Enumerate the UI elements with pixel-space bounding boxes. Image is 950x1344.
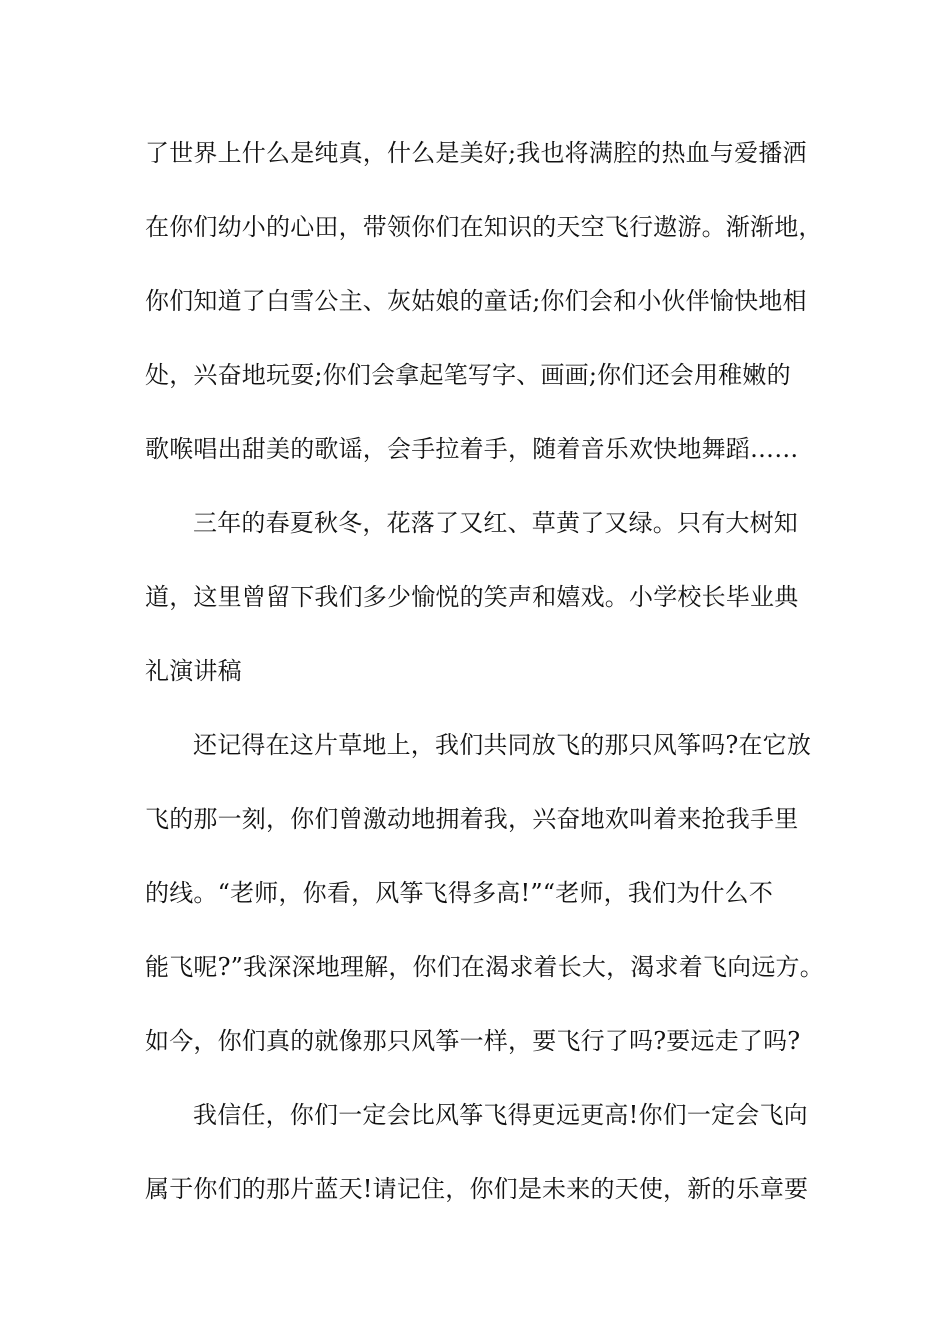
text-line-8: 礼演讲稿 [145,657,242,685]
text-line-11: 的线。“老师，你看，风筝飞得多高!”“老师，我们为什么不 [145,879,774,907]
text-line-3: 你们知道了白雪公主、灰姑娘的童话;你们会和小伙伴愉快地相 [145,287,807,315]
text-line-15: 属于你们的那片蓝天!请记住，你们是未来的天使，新的乐章要 [145,1175,809,1203]
text-line-12: 能飞呢?”我深深地理解，你们在渴求着长大，渴求着飞向远方。 [145,953,824,981]
text-line-1: 了世界上什么是纯真，什么是美好;我也将满腔的热血与爱播洒 [145,139,807,167]
paragraph-start-line: 三年的春夏秋冬，花落了又红、草黄了又绿。只有大树知 [193,509,798,537]
text-line-2: 在你们幼小的心田，带领你们在知识的天空飞行遨游。渐渐地， [145,213,823,241]
paragraph-start-line: 还记得在这片草地上，我们共同放飞的那只风筝吗?在它放 [193,731,812,759]
paragraph-start-line: 我信任，你们一定会比风筝飞得更远更高!你们一定会飞向 [193,1101,808,1129]
text-line-10: 飞的那一刻，你们曾激动地拥着我，兴奋地欢叫着来抢我手里 [145,805,799,833]
text-line-7: 道，这里曾留下我们多少愉悦的笑声和嬉戏。小学校长毕业典 [145,583,799,611]
text-line-13: 如今，你们真的就像那只风筝一样，要飞行了吗?要远走了吗? [145,1027,801,1055]
text-line-4: 处，兴奋地玩耍;你们会拿起笔写字、画画;你们还会用稚嫩的 [145,361,791,389]
text-line-5: 歌喉唱出甜美的歌谣，会手拉着手，随着音乐欢快地舞蹈…… [145,435,799,463]
